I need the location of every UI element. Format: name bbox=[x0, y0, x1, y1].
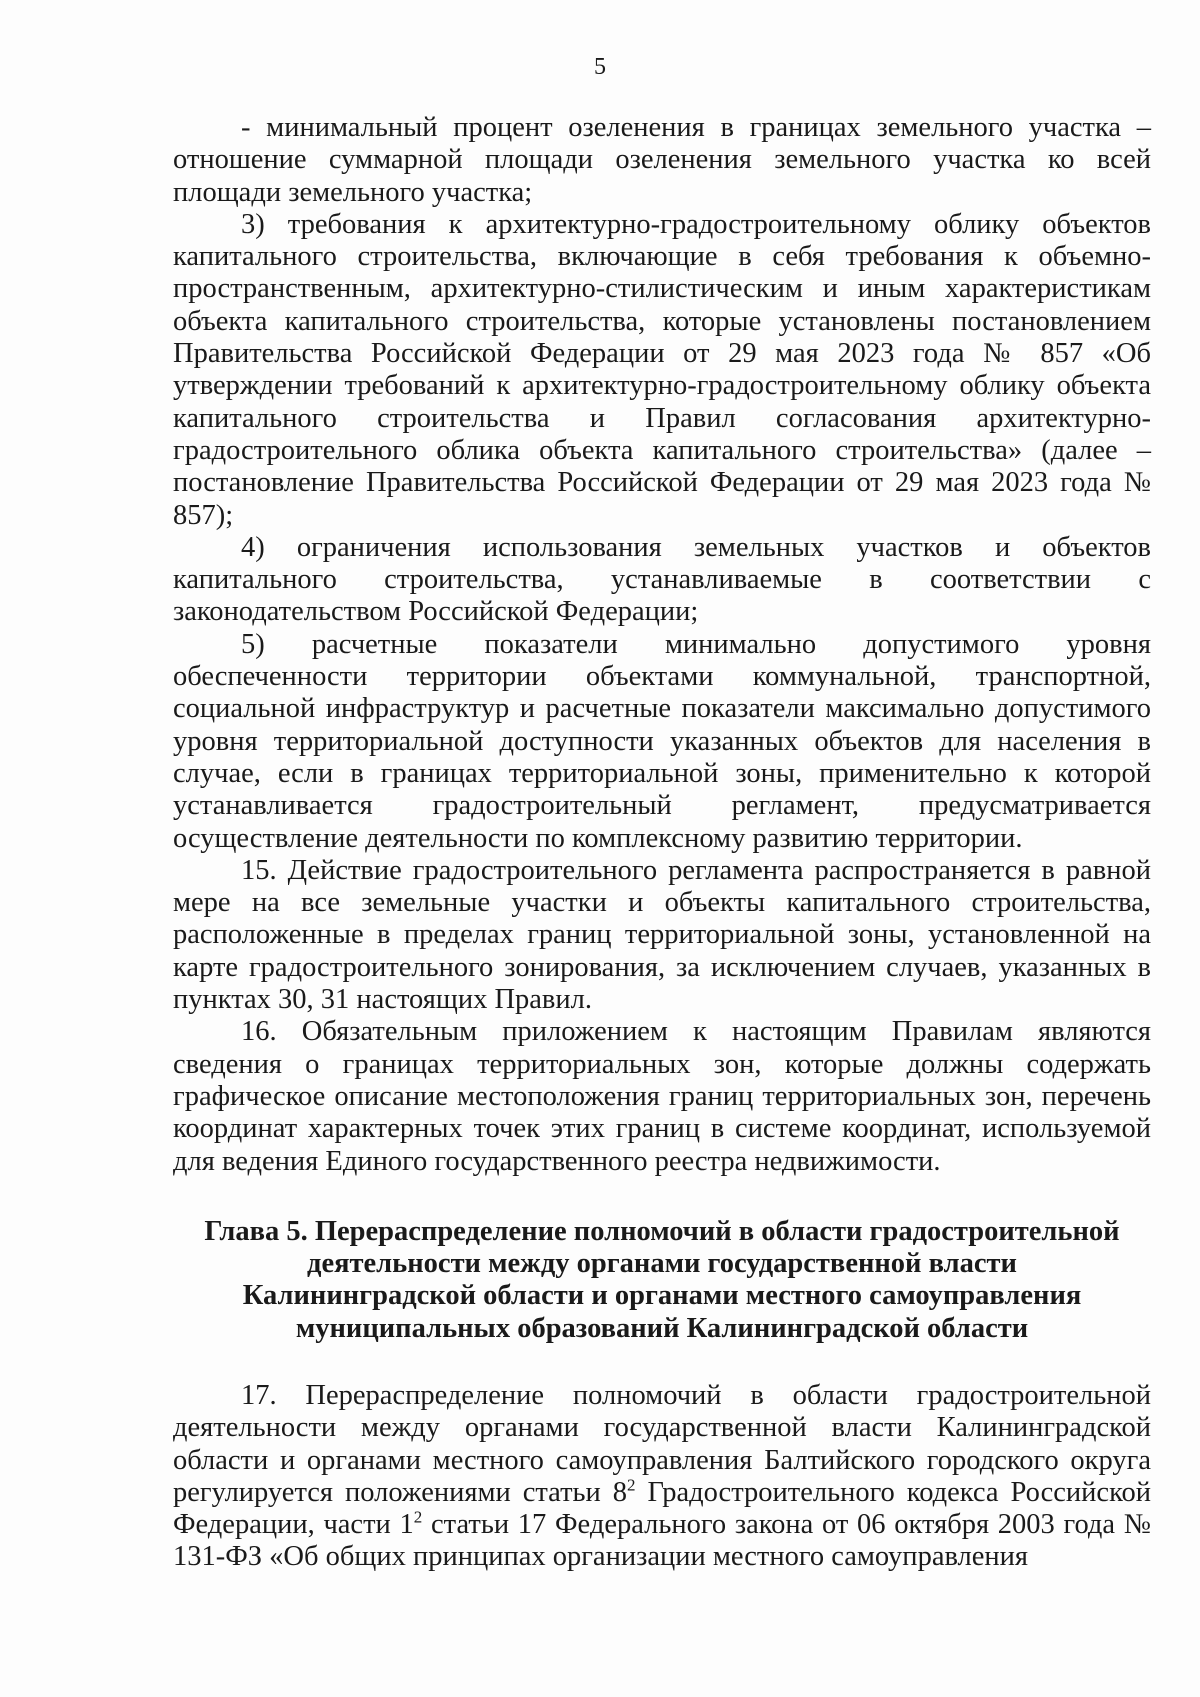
paragraph-architectural-requirements: 3) требования к архитектурно-градостроительному облику объектов капитального строительства, включающие в себя требования к объемно-пространственным, архитектурно-стилистическим и иным характеристикам объекта капитального строительства, которые установлены постановлением Правительства Российской Федерации от 29 мая 2023 года № 857 «Об утверждении требований к архитектурно-градостроительному облику объекта капитального строительства и Правил согласования архитектурно-градостроительного облика объекта капитального строительства» (далее – постановление Правительства Российской Федерации от 29 мая 2023 года № 857); bbox=[173, 208, 1151, 531]
chapter-5-heading: Глава 5. Перераспределение полномочий в области градостроительной деятельности между органами государственной власти Калининградской области и органами местного самоуправления муниципальных образований Калининградской области bbox=[204, 1215, 1120, 1344]
superscript-article-8-2: 2 bbox=[627, 1475, 636, 1495]
paragraph-17-text-part3: статьи 17 Федерального закона от 06 октября 2003 года № 131-ФЗ «Об общих принципах организации местного самоуправления bbox=[173, 1509, 1152, 1573]
paragraph-15-regulation-scope: 15. Действие градостроительного регламента распространяется в равной мере на все земельные участки и объекты капитального строительства, расположенные в пределах границ территориальной зоны, установленной на карте градостроительного зонирования, за исключением случаев, указанных в пунктах 30, 31 настоящих Правил. bbox=[173, 854, 1151, 1016]
paragraph-green-space-percentage: - минимальный процент озеленения в границах земельного участка – отношение суммарной площади озеленения земельного участка ко всей площади земельного участка; bbox=[173, 112, 1151, 208]
paragraph-17-text-part2: Градостроительного кодекса Российской Федерации, части 1 bbox=[173, 1476, 1151, 1541]
paragraph-land-use-restrictions: 4) ограничения использования земельных участков и объектов капитального строительства, устанавливаемые в соответствии с законодательством Российской Федерации; bbox=[173, 531, 1151, 628]
paragraph-17-redistribution-of-powers bbox=[173, 1380, 1151, 1574]
paragraph-infrastructure-indicators: 5) расчетные показатели минимально допустимого уровня обеспеченности территории объектами коммунальной, транспортной, социальной инфраструктур и расчетные показатели максимально допустимого уровня территориальной доступности указанных объектов для населения в случае, если в границах территориальной зоны, применительно к которой устанавливается градостроительный регламент, предусматривается осуществление деятельности по комплексному развитию территории. bbox=[173, 628, 1151, 854]
paragraph-17-text-part1: 17. Перераспределение полномочий в области градостроительной деятельности между органами государственной власти Калининградской области и органами местного самоуправления Балтийского городского округа регулируется положениями статьи 8 bbox=[173, 1379, 1151, 1508]
document-body bbox=[173, 112, 1151, 1574]
superscript-part-1-2: 2 bbox=[413, 1507, 423, 1527]
page-number: 5 bbox=[594, 54, 606, 80]
paragraph-16-mandatory-appendix: 16. Обязательным приложением к настоящим Правилам являются сведения о границах территориальных зон, которые должны содержать графическое описание местоположения границ территориальных зон, перечень координат характерных точек этих границ в системе координат, используемой для ведения Единого государственного реестра недвижимости. bbox=[173, 1016, 1151, 1177]
